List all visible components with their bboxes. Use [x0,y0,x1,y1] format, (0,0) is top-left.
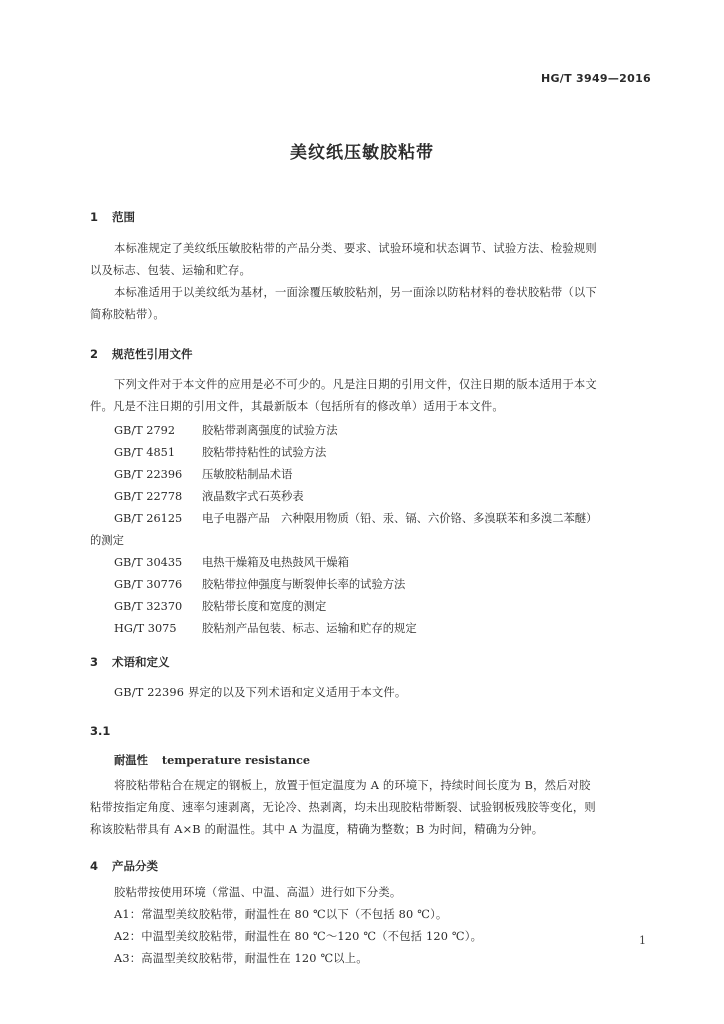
reference-title: 压敏胶粘制品术语 [202,468,293,481]
page-number: 1 [639,934,646,947]
scope-para2-line1: 本标准适用于以美纹纸为基材，一面涂覆压敏胶粘剂，另一面涂以防粘材料的卷状胶粘带（以下 [114,286,597,299]
section-title: 规范性引用文件 [112,347,193,361]
reference-code: GB/T 22396 [114,468,183,481]
reference-title: 胶粘带长度和宽度的测定 [202,600,327,613]
section-4-heading [90,858,158,874]
reference-code: GB/T 2792 [114,424,176,437]
section-2-heading [90,346,193,362]
scope-para1-line2: 以及标志、包装、运输和贮存。 [90,264,251,277]
classification-intro: 胶粘带按使用环境（常温、中温、高温）进行如下分类。 [114,886,402,899]
reference-title: 胶粘带持粘性的试验方法 [202,446,327,459]
section-3-heading [90,654,170,670]
normative-intro-line2: 件。凡是不注日期的引用文件，其最新版本（包括所有的修改单）适用于本文件。 [90,400,504,413]
reference-code: HG/T 3075 [114,622,177,635]
section-title: 产品分类 [112,859,158,873]
reference-title: 电热干燥箱及电热鼓风干燥箱 [202,556,349,569]
classification-item: A1：常温型美纹胶粘带，耐温性在 80 ℃以下（不包括 80 ℃）。 [114,908,448,921]
scope-para2-line2: 简称胶粘带）。 [90,308,165,321]
classification-item: A2：中温型美纹胶粘带，耐温性在 80 ℃～120 ℃（不包括 120 ℃）。 [114,930,483,943]
subsection-3-1-number: 3.1 [90,724,111,738]
reference-title: 电子电器产品 六种限用物质（铅、汞、镉、六价铬、多溴联苯和多溴二苯醚） [202,512,598,525]
reference-item [114,598,326,614]
reference-title: 胶粘带剥离强度的试验方法 [202,424,338,437]
section-number: 1 [90,210,99,224]
scope-para1-line1: 本标准规定了美纹纸压敏胶粘带的产品分类、要求、试验环境和状态调节、试验方法、检验规则 [114,242,597,255]
term-definition-line1: 将胶粘带粘合在规定的钢板上，放置于恒定温度为 A 的环境下，持续时间长度为 B，然后对胶 [114,779,591,792]
classification-item: A3：高温型美纹胶粘带，耐温性在 120 ℃以上。 [114,952,368,965]
page-title: 美纹纸压敏胶粘带 [290,143,434,163]
term-english: temperature resistance [161,753,311,767]
reference-title: 胶粘剂产品包装、标志、运输和贮存的规定 [202,622,417,635]
term-definition-line3: 称该胶粘带具有 A×B 的耐温性。其中 A 为温度，精确为整数；B 为时间，精确为分钟。 [90,823,544,836]
reference-code: GB/T 26125 [114,512,183,525]
section-1-heading [90,209,135,225]
reference-code: GB/T 30776 [114,578,183,591]
reference-item [114,576,405,592]
reference-item [114,554,349,570]
reference-item [114,620,417,636]
reference-item [114,466,292,482]
section-number: 2 [90,347,99,361]
section-number: 3 [90,655,99,669]
section-title: 术语和定义 [112,655,170,669]
reference-code: GB/T 4851 [114,446,176,459]
reference-item [114,444,326,460]
term-chinese: 耐温性 [114,754,148,767]
normative-intro-line1: 下列文件对于本文件的应用是必不可少的。凡是注日期的引用文件，仅注日期的版本适用于本文 [114,378,597,391]
reference-item [114,510,597,526]
section-number: 4 [90,859,99,873]
reference-title: 胶粘带拉伸强度与断裂伸长率的试验方法 [202,578,406,591]
reference-code: GB/T 22778 [114,490,183,503]
reference-item [114,422,338,438]
term-definition-line2: 粘带按指定角度、速率匀速剥离，无论冷、热剥离，均未出现胶粘带断裂、试验钢板残胶等变化，则 [90,801,596,814]
reference-code: GB/T 32370 [114,600,183,613]
term-entry [114,752,310,768]
section-title: 范围 [112,210,135,224]
reference-title: 液晶数字式石英秒表 [202,490,304,503]
reference-item [114,488,304,504]
terms-intro: GB/T 22396 界定的以及下列术语和定义适用于本文件。 [114,686,407,699]
reference-code: GB/T 30435 [114,556,183,569]
reference-continuation: 的测定 [90,534,124,547]
document-number: HG/T 3949—2016 [540,72,651,85]
